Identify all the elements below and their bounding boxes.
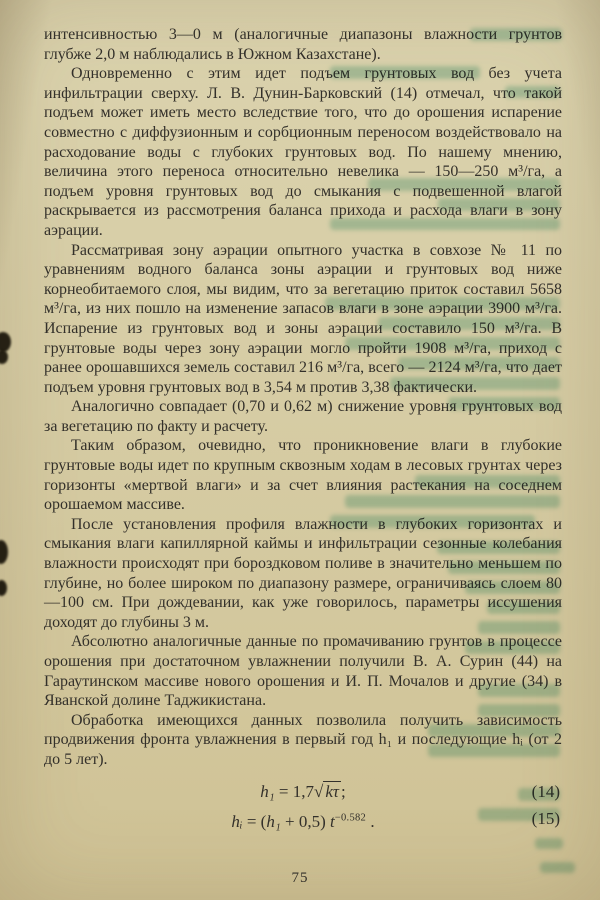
- ink-bleed-mark: [535, 838, 563, 849]
- formula-15: [44, 805, 562, 836]
- paragraph: Абсолютно аналогичные данные по промачиванию грунтов в процессе орошения при достаточном увлажнении получили В. А. Сурин (44) на Гараутинском массиве нового орошения и И. П. Мочалов и другие (34) в Яванской долине Таджикистана.: [44, 633, 562, 710]
- binding-hole: [0, 332, 11, 352]
- paragraph: Аналогично совпадает (0,70 и 0,62 м) снижение уровня грунтовых вод за вегетацию по факту и расчету.: [44, 398, 562, 435]
- paragraph: После установления профиля влажности в глубоких горизонтах и смыкания влаги капиллярной каймы и инфильтрации сезонные колебания влажности происходят при бороздковом поливе в значительно меньшем по глубине, но более широком по диапазону размере, ограничиваясь слоем 80—100 см. При дождевании, как уже говорилось, параметры иссушения доходят до глубины 3 м.: [44, 515, 562, 631]
- formula-block: [44, 778, 562, 836]
- formula-14-expression: h₁ = 1,7√ kτ ;: [260, 781, 346, 801]
- binding-hole: [0, 350, 8, 364]
- paragraph: Обработка имеющихся данных позволила получить зависимость продвижения фронта увлажнения в первый год h₁ и последующие hᵢ (от 2 до 5 лет).: [44, 711, 562, 768]
- formula-15-expression: hᵢ = (h₁ + 0,5) $t^{-0.582}$ .: [231, 812, 375, 832]
- binding-hole: [0, 540, 8, 564]
- paragraph: Таким образом, очевидно, что проникновение влаги в глубокие грунтовые воды идет по крупным сквозным ходам в лесовых грунтах через горизонты «мертвой влаги» и за счет влияния растекания на соседнем орошаемом массиве.: [44, 437, 562, 514]
- page-text: [44, 25, 562, 835]
- paragraph: Рассматривая зону аэрации опытного участка в совхозе № 11 по уравнениям водного баланса зоны аэрации и грунтовых вод ниже корнеобитаемого слоя, мы видим, что за вегетацию приток составил 5658 м³/га, из них пошло на изменение запасов влаги в зоне аэрации 3900 м³/га. Испарение из грунтовых вод и зоны аэрации составило 150 м³/га. В грунтовые воды через зону аэрации могло пройти 1908 м³/га, приход с ранее орошавшихся земель составил 216 м³/га, всего — 2124 м³/га, что дает подъем уровня грунтовых вод в 3,54 м против 3,38 фактически.: [44, 241, 562, 396]
- paragraph: Одновременно с этим идет подъем грунтовых вод без учета инфильтрации сверху. Л. В. Дунин-Барковский (14) отмечал, что такой подъем может иметь место вследствие того, что до орошения испарение совместно с диффузионным и сорбционным переносом воздействовало на расходование воды с глубоких грунтовых вод. По нашему мнению, величина этого переноса относительно невелика — 150—250 м³/га, а подъем уровня грунтовых вод до смыкания с подвешенной влагой раскрывается из рассмотрения баланса прихода и расхода влаги в зону аэрации.: [44, 65, 562, 239]
- page-number: 75: [291, 870, 309, 886]
- equation-number: (15): [531, 808, 560, 828]
- sqrt-radical: √ kτ: [314, 781, 339, 801]
- equation-number: (14): [531, 781, 560, 801]
- paragraph: интенсивностью 3—0 м (аналогичные диапазоны влажности грунтов глубже 2,0 м наблюдались в Южном Казахстане).: [44, 26, 562, 63]
- formula-14: [44, 778, 562, 805]
- binding-hole: [0, 580, 7, 596]
